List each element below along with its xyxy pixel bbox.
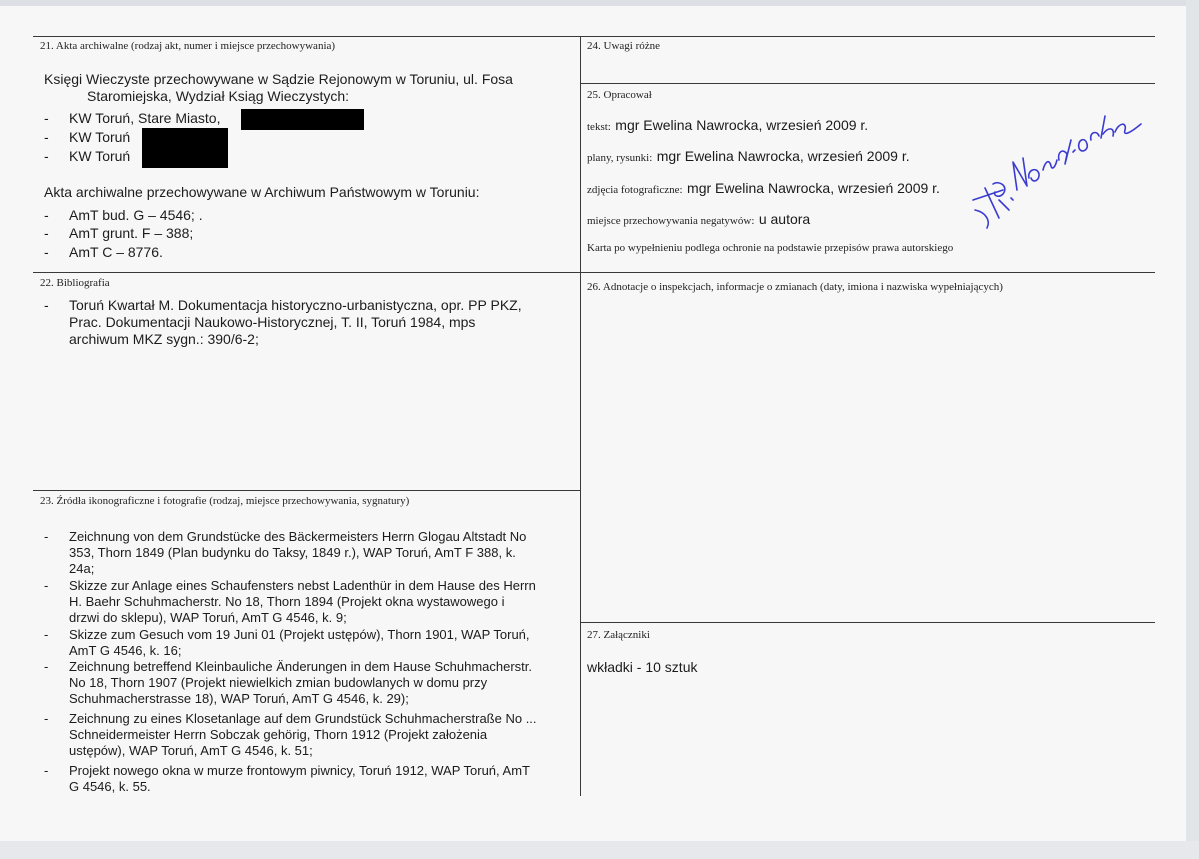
- author-photos-label: zdjęcia fotograficzne:: [587, 184, 683, 196]
- redaction-box: [241, 109, 364, 130]
- author-text-row: [587, 117, 868, 135]
- source-line: H. Baehr Schuhmacherstr. No 18, Thorn 1894 (Projekt okna wystawowego i: [69, 594, 505, 609]
- rule-26-27: [580, 622, 1155, 623]
- section-22-title: 22. Bibliografia: [40, 277, 110, 289]
- source-line: Zeichnung betreffend Kleinbauliche Änderungen in dem Hause Schuhmacherstr.: [69, 659, 533, 674]
- section-24-title: 24. Uwagi różne: [587, 40, 661, 52]
- source-line: 24a;: [69, 561, 95, 576]
- apt-item: [44, 207, 564, 223]
- kw-item-label: KW Toruń: [69, 129, 131, 145]
- bullet-dash: -: [44, 627, 49, 642]
- copyright-note: Karta po wypełnieniu podlega ochronie na podstawie przepisów prawa autorskiego: [587, 242, 954, 254]
- kw-intro-line-2: Staromiejska, Wydział Ksiąg Wieczystych:: [87, 88, 350, 104]
- source-line: Schneidermeister Herrn Sobczak gehörig, Thorn 1912 (Projekt założenia: [69, 727, 488, 742]
- bullet-dash: -: [44, 529, 49, 544]
- apt-item: [44, 225, 564, 241]
- author-plans-value: mgr Ewelina Nawrocka, wrzesień 2009 r.: [656, 148, 910, 164]
- section-27-title: 27. Załączniki: [587, 629, 650, 641]
- source-line: Projekt nowego okna w murze frontowym piwnicy, Toruń 1912, WAP Toruń, AmT: [69, 763, 530, 778]
- scan-edge-bottom: [0, 841, 1199, 859]
- bibliography-line: Toruń Kwartał M. Dokumentacja historyczno-urbanistyczna, opr. PP PKZ,: [69, 297, 522, 313]
- source-line: Skizze zum Gesuch vom 19 Juni 01 (Projekt ustępów), Thorn 1901, WAP Toruń,: [69, 627, 530, 642]
- source-line: Zeichnung von dem Grundstücke des Bäckermeisters Herrn Glogau Altstadt No: [69, 529, 527, 544]
- source-line: G 4546, k. 55.: [69, 779, 151, 794]
- rule-24-25: [580, 83, 1155, 84]
- rule-top: [33, 36, 1155, 37]
- rule-21-22: [33, 272, 1155, 273]
- bullet-dash: -: [44, 207, 49, 223]
- bullet-dash: -: [44, 244, 49, 260]
- kw-item-label: KW Toruń: [69, 148, 131, 164]
- source-item: [44, 763, 574, 795]
- bullet-dash: -: [44, 110, 49, 126]
- bullet-dash: -: [44, 659, 49, 674]
- scan-edge-right: [1186, 0, 1199, 859]
- apt-item: [44, 244, 564, 260]
- bullet-dash: -: [44, 297, 49, 313]
- author-text-label: tekst:: [587, 121, 611, 133]
- bibliography-line: archiwum MKZ sygn.: 390/6-2;: [69, 331, 259, 347]
- author-plans-row: [587, 148, 910, 166]
- section-21-title: 21. Akta archiwalne (rodzaj akt, numer i miejsce przechowywania): [40, 40, 336, 52]
- source-line: 353, Thorn 1849 (Plan budynku do Taksy, 1849 r.), WAP Toruń, AmT F 388, k.: [69, 545, 516, 560]
- bullet-dash: -: [44, 148, 49, 164]
- bullet-dash: -: [44, 711, 49, 726]
- signature-icon: [965, 100, 1160, 230]
- source-line: Skizze zur Anlage eines Schaufensters nebst Ladenthür in dem Hause des Herrn: [69, 578, 536, 593]
- kw-intro-line-1: Księgi Wieczyste przechowywane w Sądzie Rejonowym w Toruniu, ul. Fosa: [44, 71, 513, 87]
- source-item: [44, 627, 574, 659]
- section-23-title: 23. Źródła ikonograficzne i fotografie (rodzaj, miejsce przechowywania, sygnatury): [40, 495, 410, 507]
- source-item: [44, 578, 574, 626]
- apt-intro: Akta archiwalne przechowywane w Archiwum Państwowym w Toruniu:: [44, 184, 480, 200]
- bibliography-line: Prac. Dokumentacji Naukowo-Historycznej, T. II, Toruń 1984, mps: [69, 314, 476, 330]
- author-photos-value: mgr Ewelina Nawrocka, wrzesień 2009 r.: [687, 180, 940, 196]
- bullet-dash: -: [44, 763, 49, 778]
- section-26-title: 26. Adnotacje o inspekcjach, informacje o zmianach (daty, imiona i nazwiska wypełniających): [587, 281, 1003, 293]
- negatives-row: [587, 211, 810, 229]
- author-photos-row: [587, 180, 940, 198]
- attachments-value: wkładki - 10 sztuk: [587, 659, 698, 675]
- kw-item: [44, 129, 564, 145]
- apt-item-label: AmT grunt. F – 388;: [69, 225, 194, 241]
- source-item: [44, 529, 574, 577]
- apt-item-label: AmT bud. G – 4546; .: [69, 207, 203, 223]
- bullet-dash: -: [44, 578, 49, 593]
- rule-22-23: [33, 490, 581, 491]
- scan-edge-top: [0, 0, 1199, 6]
- source-line: No 18, Thorn 1907 (Projekt niewielkich zmian budowlanych w domu przy: [69, 675, 488, 690]
- negatives-value: u autora: [758, 211, 811, 227]
- author-text-value: mgr Ewelina Nawrocka, wrzesień 2009 r.: [615, 117, 869, 133]
- section-25-title: 25. Opracował: [587, 89, 652, 101]
- kw-item: [44, 148, 564, 164]
- bullet-dash: -: [44, 225, 49, 241]
- negatives-label: miejsce przechowywania negatywów:: [587, 215, 755, 227]
- source-line: ustępów), WAP Toruń, AmT G 4546, k. 51;: [69, 743, 313, 758]
- source-line: AmT G 4546, k. 16;: [69, 643, 182, 658]
- bullet-dash: -: [44, 129, 49, 145]
- source-item: [44, 711, 574, 759]
- apt-item-label: AmT C – 8776.: [69, 244, 163, 260]
- bibliography-item: [44, 297, 574, 347]
- kw-item-label: KW Toruń, Stare Miasto,: [69, 110, 221, 126]
- source-line: Schuhmacherstrasse 18), WAP Toruń, AmT G 4546, k. 29);: [69, 691, 409, 706]
- source-line: Zeichnung zu eines Klosetanlage auf dem Grundstück Schuhmacherstraße No ...: [69, 711, 537, 726]
- author-plans-label: plany, rysunki:: [587, 152, 653, 164]
- rule-center: [580, 36, 581, 796]
- source-item: [44, 659, 574, 707]
- source-line: drzwi do sklepu), WAP Toruń, AmT G 4546, k. 9;: [69, 610, 347, 625]
